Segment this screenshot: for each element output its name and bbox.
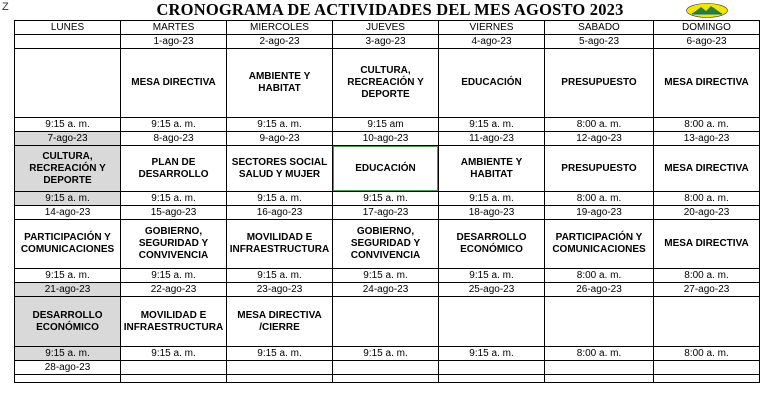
date-cell[interactable]: 28-ago-23 <box>15 361 121 375</box>
time-cell[interactable]: 9:15 a. m. <box>439 269 545 283</box>
page-title: CRONOGRAMA DE ACTIVIDADES DEL MES AGOSTO 2023 <box>156 0 624 19</box>
activity-row <box>15 297 760 347</box>
date-cell[interactable]: 10-ago-23 <box>333 132 439 146</box>
activity-cell[interactable] <box>439 297 545 347</box>
day-header[interactable]: LUNES <box>15 21 121 35</box>
date-cell[interactable]: 20-ago-23 <box>654 206 760 220</box>
time-cell[interactable]: 9:15 a. m. <box>227 192 333 206</box>
activity-cell[interactable] <box>439 375 545 383</box>
time-cell[interactable]: 9:15 a. m. <box>439 192 545 206</box>
date-cell[interactable]: 16-ago-23 <box>227 206 333 220</box>
date-cell[interactable]: 26-ago-23 <box>545 283 654 297</box>
time-row <box>15 192 760 206</box>
time-cell[interactable]: 9:15 a. m. <box>121 192 227 206</box>
date-cell[interactable] <box>545 361 654 375</box>
time-cell[interactable]: 9:15 a. m. <box>439 347 545 361</box>
date-cell[interactable]: 24-ago-23 <box>333 283 439 297</box>
activity-cell[interactable]: DESARROLLO ECONÓMICO <box>15 297 121 347</box>
date-cell[interactable] <box>15 35 121 49</box>
activity-cell[interactable]: MESA DIRECTIVA <box>654 146 760 192</box>
time-cell[interactable]: 8:00 a. m. <box>654 269 760 283</box>
time-cell[interactable]: 8:00 a. m. <box>654 347 760 361</box>
calendar-table <box>14 20 760 383</box>
activity-cell[interactable]: MOVILIDAD E INFRAESTRUCTURA <box>227 220 333 269</box>
time-row <box>15 118 760 132</box>
time-cell[interactable]: 9:15 a. m. <box>121 118 227 132</box>
date-cell[interactable]: 15-ago-23 <box>121 206 227 220</box>
activity-cell[interactable] <box>15 49 121 118</box>
day-header-row <box>15 21 760 35</box>
activity-cell[interactable] <box>121 375 227 383</box>
date-cell[interactable]: 27-ago-23 <box>654 283 760 297</box>
date-cell[interactable]: 2-ago-23 <box>227 35 333 49</box>
activity-cell[interactable]: MESA DIRECTIVA /CIERRE <box>227 297 333 347</box>
activity-cell[interactable]: PLAN DE DESARROLLO <box>121 146 227 192</box>
date-cell[interactable] <box>121 361 227 375</box>
day-header[interactable]: DOMINGO <box>654 21 760 35</box>
date-row <box>15 361 760 375</box>
time-row <box>15 269 760 283</box>
date-cell[interactable]: 19-ago-23 <box>545 206 654 220</box>
date-cell[interactable]: 5-ago-23 <box>545 35 654 49</box>
time-cell[interactable]: 9:15 am <box>333 118 439 132</box>
date-cell[interactable]: 25-ago-23 <box>439 283 545 297</box>
activity-cell[interactable] <box>545 375 654 383</box>
activity-cell[interactable] <box>545 297 654 347</box>
activity-cell[interactable]: PRESUPUESTO <box>545 146 654 192</box>
activity-cell[interactable]: AMBIENTE Y HABITAT <box>227 49 333 118</box>
column-header-z[interactable]: Z <box>2 1 9 13</box>
day-header[interactable]: MIERCOLES <box>227 21 333 35</box>
date-row <box>15 132 760 146</box>
activity-cell[interactable]: PRESUPUESTO <box>545 49 654 118</box>
time-cell[interactable]: 9:15 a. m. <box>121 269 227 283</box>
time-cell[interactable]: 9:15 a. m. <box>15 118 121 132</box>
time-cell[interactable]: 9:15 a. m. <box>227 347 333 361</box>
date-cell[interactable]: 21-ago-23 <box>15 283 121 297</box>
activity-cell[interactable]: MESA DIRECTIVA <box>121 49 227 118</box>
date-cell[interactable] <box>227 361 333 375</box>
date-cell[interactable]: 11-ago-23 <box>439 132 545 146</box>
logo-icon <box>686 3 728 18</box>
activity-cell[interactable]: DESARROLLO ECONÓMICO <box>439 220 545 269</box>
date-cell[interactable]: 23-ago-23 <box>227 283 333 297</box>
activity-row <box>15 375 760 383</box>
time-cell[interactable]: 8:00 a. m. <box>654 118 760 132</box>
date-cell[interactable]: 17-ago-23 <box>333 206 439 220</box>
activity-cell[interactable]: MOVILIDAD E INFRAESTRUCTURA <box>121 297 227 347</box>
time-cell[interactable]: 9:15 a. m. <box>439 118 545 132</box>
activity-row <box>15 49 760 118</box>
time-cell[interactable]: 9:15 a. m. <box>15 269 121 283</box>
time-cell[interactable]: 8:00 a. m. <box>654 192 760 206</box>
activity-cell[interactable]: EDUCACIÓN <box>333 146 439 192</box>
date-cell[interactable]: 14-ago-23 <box>15 206 121 220</box>
date-cell[interactable]: 1-ago-23 <box>121 35 227 49</box>
activity-cell[interactable]: GOBIERNO, SEGURIDAD Y CONVIVENCIA <box>121 220 227 269</box>
activity-cell[interactable]: CULTURA, RECREACIÓN Y DEPORTE <box>15 146 121 192</box>
activity-cell[interactable]: GOBIERNO, SEGURIDAD Y CONVIVENCIA <box>333 220 439 269</box>
activity-cell[interactable] <box>227 375 333 383</box>
date-cell[interactable]: 6-ago-23 <box>654 35 760 49</box>
activity-cell[interactable]: CULTURA, RECREACIÓN Y DEPORTE <box>333 49 439 118</box>
date-cell[interactable]: 12-ago-23 <box>545 132 654 146</box>
date-cell[interactable]: 22-ago-23 <box>121 283 227 297</box>
time-cell[interactable]: 8:00 a. m. <box>545 118 654 132</box>
time-cell[interactable]: 9:15 a. m. <box>227 269 333 283</box>
date-cell[interactable]: 13-ago-23 <box>654 132 760 146</box>
date-cell[interactable] <box>333 361 439 375</box>
activity-cell[interactable]: PARTICIPACIÓN Y COMUNICACIONES <box>15 220 121 269</box>
day-header[interactable]: SABADO <box>545 21 654 35</box>
date-cell[interactable]: 8-ago-23 <box>121 132 227 146</box>
day-header[interactable]: MARTES <box>121 21 227 35</box>
date-row <box>15 35 760 49</box>
activity-cell[interactable] <box>15 375 121 383</box>
date-cell[interactable] <box>439 361 545 375</box>
date-cell[interactable]: 9-ago-23 <box>227 132 333 146</box>
time-cell[interactable]: 8:00 a. m. <box>545 269 654 283</box>
time-cell[interactable]: 8:00 a. m. <box>545 192 654 206</box>
date-cell[interactable]: 3-ago-23 <box>333 35 439 49</box>
calendar-grid <box>14 20 760 383</box>
time-row <box>15 347 760 361</box>
date-cell[interactable]: 18-ago-23 <box>439 206 545 220</box>
date-cell[interactable] <box>654 361 760 375</box>
time-cell[interactable]: 9:15 a. m. <box>227 118 333 132</box>
activity-cell[interactable]: PARTICIPACIÓN Y COMUNICACIONES <box>545 220 654 269</box>
date-cell[interactable]: 7-ago-23 <box>15 132 121 146</box>
date-row <box>15 283 760 297</box>
day-header[interactable]: VIERNES <box>439 21 545 35</box>
activity-cell[interactable] <box>654 297 760 347</box>
time-cell[interactable]: 9:15 a. m. <box>15 192 121 206</box>
time-cell[interactable]: 9:15 a. m. <box>333 347 439 361</box>
activity-cell[interactable]: SECTORES SOCIAL SALUD Y MUJER <box>227 146 333 192</box>
activity-cell[interactable] <box>333 375 439 383</box>
title-bar <box>0 0 769 20</box>
time-cell[interactable]: 9:15 a. m. <box>15 347 121 361</box>
activity-cell[interactable] <box>654 375 760 383</box>
date-cell[interactable]: 4-ago-23 <box>439 35 545 49</box>
time-cell[interactable]: 9:15 a. m. <box>121 347 227 361</box>
date-row <box>15 206 760 220</box>
activity-cell[interactable]: MESA DIRECTIVA <box>654 220 760 269</box>
time-cell[interactable]: 9:15 a. m. <box>333 269 439 283</box>
time-cell[interactable]: 9:15 a. m. <box>333 192 439 206</box>
activity-cell[interactable]: EDUCACIÓN <box>439 49 545 118</box>
day-header[interactable]: JUEVES <box>333 21 439 35</box>
activity-row <box>15 220 760 269</box>
activity-cell[interactable]: AMBIENTE Y HABITAT <box>439 146 545 192</box>
time-cell[interactable]: 8:00 a. m. <box>545 347 654 361</box>
activity-row <box>15 146 760 192</box>
activity-cell[interactable]: MESA DIRECTIVA <box>654 49 760 118</box>
activity-cell[interactable] <box>333 297 439 347</box>
